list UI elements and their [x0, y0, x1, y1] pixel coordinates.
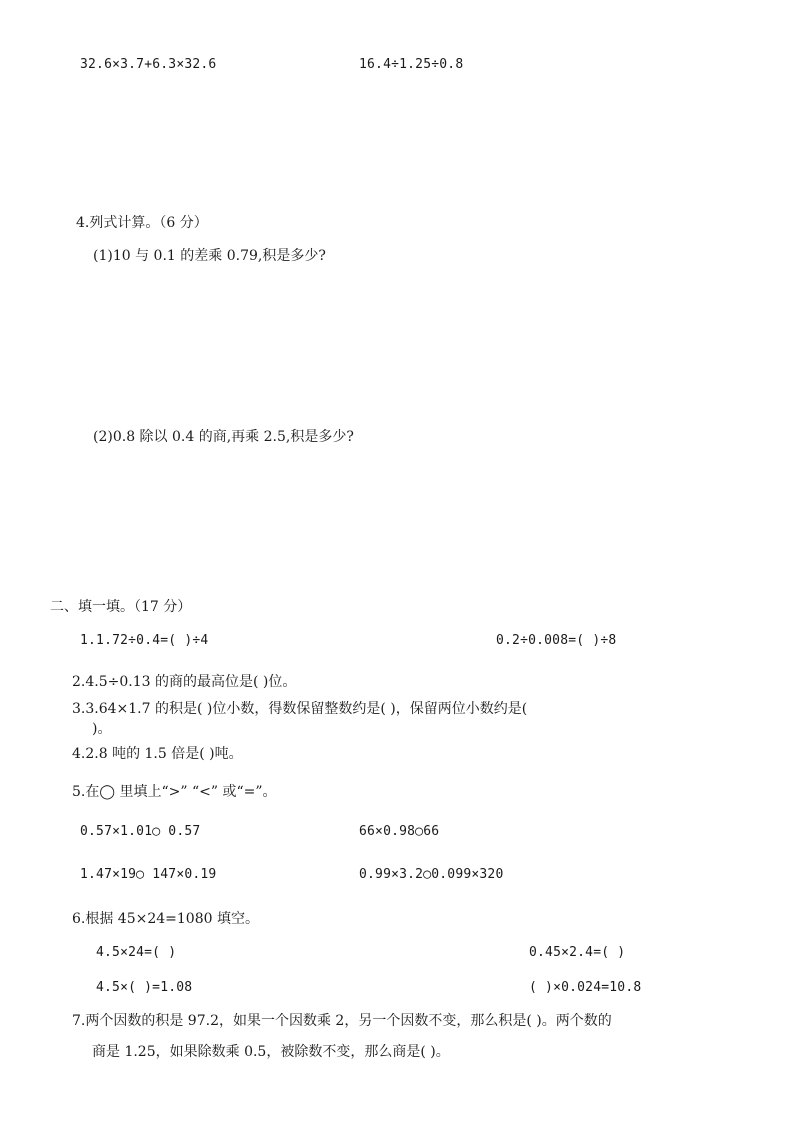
item7-line2: 商是 1.25，如果除数乘 0.5，被除数不变，那么商是( )。 [92, 1044, 450, 1060]
item1-right: 0.2÷0.008=( )÷8 [496, 633, 617, 648]
item5-a: 0.57×1.01◯ 0.57 [80, 824, 201, 839]
item5-d: 0.99×3.2◯0.099×320 [359, 867, 504, 882]
item6-a: 4.5×24=( ) [96, 945, 177, 960]
item5: 5.在◯ 里填上“>” “<” 或“=”。 [72, 784, 277, 800]
item4: 4.2.8 吨的 1.5 倍是( )吨。 [72, 746, 243, 762]
item5-b: 66×0.98◯66 [359, 824, 440, 839]
q4-part1: (1)10 与 0.1 的差乘 0.79,积是多少? [93, 248, 326, 264]
item6-c: 4.5×( )=1.08 [96, 980, 193, 995]
calc-expression-left: 32.6×3.7+6.3×32.6 [80, 57, 217, 72]
item6-d: ( )×0.024=10.8 [529, 980, 642, 995]
item2: 2.4.5÷0.13 的商的最高位是( )位。 [72, 674, 297, 690]
calc-expression-right: 16.4÷1.25÷0.8 [359, 57, 464, 72]
q4-part2: (2)0.8 除以 0.4 的商,再乘 2.5,积是多少? [93, 429, 354, 445]
item3-line2: )。 [92, 721, 112, 737]
item6: 6.根据 45×24=1080 填空。 [72, 911, 259, 927]
item5-c: 1.47×19◯ 147×0.19 [80, 867, 217, 882]
item7-line1: 7.两个因数的积是 97.2，如果一个因数乘 2，另一个因数不变，那么积是( )。两个数的 [72, 1013, 612, 1029]
item3-line1: 3.3.64×1.7 的积是( )位小数，得数保留整数约是( )，保留两位小数约是( [72, 701, 528, 717]
q4-title: 4.列式计算。（6 分） [76, 215, 208, 231]
section2-title: 二、填一填。（17 分） [50, 599, 192, 615]
item6-b: 0.45×2.4=( ) [529, 945, 626, 960]
item1-left: 1.1.72÷0.4=( )÷4 [80, 633, 209, 648]
